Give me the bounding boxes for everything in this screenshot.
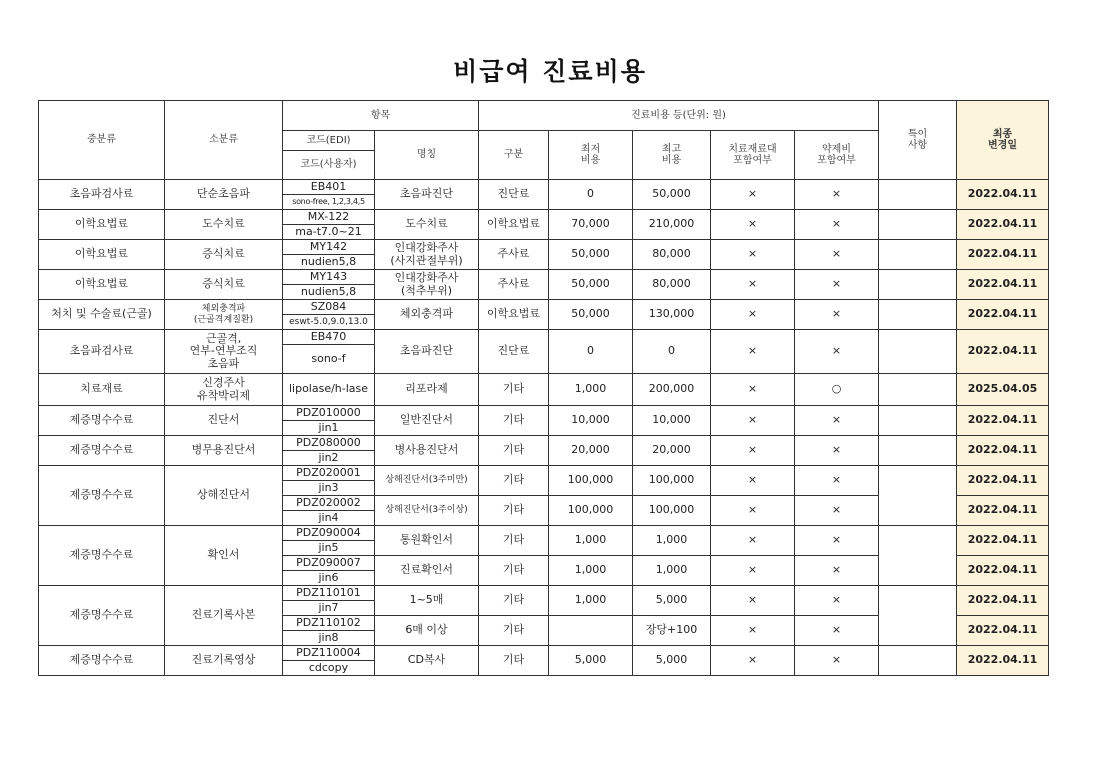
cell-name: 1~5매 [375, 586, 479, 616]
header-type: 구분 [479, 131, 549, 180]
cell-name: 인대강화주사 (사지관절부위) [375, 240, 479, 270]
cell-mid-category: 처치 및 수술료(근골) [39, 300, 165, 330]
cell-code-edi: PDZ010000 [283, 406, 375, 421]
cell-drug-included: × [795, 586, 879, 616]
cell-name: CD복사 [375, 646, 479, 676]
cell-type: 기타 [479, 374, 549, 406]
cell-mid-category: 제증명수수료 [39, 466, 165, 526]
cell-material-included: × [711, 526, 795, 556]
header-sub-category: 소분류 [165, 101, 283, 180]
cell-code-user: lipolase/h-lase [283, 374, 375, 406]
cell-name: 진료확인서 [375, 556, 479, 586]
cell-updated-date: 2022.04.11 [957, 300, 1049, 330]
cell-code-edi: PDZ020001 [283, 466, 375, 481]
cell-min-cost: 0 [549, 180, 633, 210]
cell-updated-date: 2022.04.11 [957, 616, 1049, 646]
cell-sub-category: 도수치료 [165, 210, 283, 240]
cell-min-cost: 70,000 [549, 210, 633, 240]
cell-max-cost: 5,000 [633, 586, 711, 616]
cell-note [879, 466, 957, 526]
cell-updated-date: 2022.04.11 [957, 436, 1049, 466]
cell-name: 상해진단서(3주미만) [375, 466, 479, 496]
cell-note [879, 270, 957, 300]
cell-drug-included: × [795, 180, 879, 210]
cell-type: 기타 [479, 406, 549, 436]
fee-table [38, 100, 1049, 676]
cell-updated-date: 2022.04.11 [957, 270, 1049, 300]
cell-type: 기타 [479, 526, 549, 556]
cell-code-user: jin2 [283, 451, 375, 466]
cell-max-cost: 장당+100 [633, 616, 711, 646]
cell-updated-date: 2022.04.11 [957, 240, 1049, 270]
cell-name: 도수치료 [375, 210, 479, 240]
cell-material-included: × [711, 374, 795, 406]
cell-drug-included: × [795, 436, 879, 466]
header-material-included: 치료재료대 포함여부 [711, 131, 795, 180]
cell-code-user: cdcopy [283, 661, 375, 676]
cell-code-edi: EB470 [283, 330, 375, 345]
cell-code-edi: PDZ110101 [283, 586, 375, 601]
cell-sub-category: 근골격, 연부-연부조직 초음파 [165, 330, 283, 374]
cell-max-cost: 20,000 [633, 436, 711, 466]
cell-max-cost: 50,000 [633, 180, 711, 210]
cell-name: 병사용진단서 [375, 436, 479, 466]
cell-name: 체외충격파 [375, 300, 479, 330]
cell-mid-category: 제증명수수료 [39, 646, 165, 676]
cell-drug-included: × [795, 300, 879, 330]
cell-code-user: nudien5,8 [283, 255, 375, 270]
cell-type: 기타 [479, 466, 549, 496]
cell-updated-date: 2022.04.11 [957, 466, 1049, 496]
cell-note [879, 330, 957, 374]
cell-note [879, 586, 957, 646]
cell-name: 일반진단서 [375, 406, 479, 436]
cell-type: 기타 [479, 556, 549, 586]
cell-max-cost: 10,000 [633, 406, 711, 436]
cell-updated-date: 2022.04.11 [957, 586, 1049, 616]
cell-type: 주사료 [479, 240, 549, 270]
cell-updated-date: 2025.04.05 [957, 374, 1049, 406]
cell-mid-category: 초음파검사료 [39, 180, 165, 210]
cell-type: 이학요법료 [479, 300, 549, 330]
cell-updated-date: 2022.04.11 [957, 646, 1049, 676]
cell-drug-included: ○ [795, 374, 879, 406]
cell-drug-included: × [795, 616, 879, 646]
cell-updated-date: 2022.04.11 [957, 210, 1049, 240]
cell-material-included: × [711, 646, 795, 676]
cell-mid-category: 이학요법료 [39, 210, 165, 240]
cell-code-user: jin1 [283, 421, 375, 436]
cell-max-cost: 100,000 [633, 496, 711, 526]
cell-mid-category: 이학요법료 [39, 270, 165, 300]
header-min-cost: 최저 비용 [549, 131, 633, 180]
cell-updated-date: 2022.04.11 [957, 556, 1049, 586]
cell-type: 주사료 [479, 270, 549, 300]
cell-material-included: × [711, 466, 795, 496]
cell-drug-included: × [795, 556, 879, 586]
cell-sub-category: 단순초음파 [165, 180, 283, 210]
cell-material-included: × [711, 180, 795, 210]
cell-code-edi: MY142 [283, 240, 375, 255]
cell-type: 진단료 [479, 330, 549, 374]
cell-drug-included: × [795, 496, 879, 526]
cell-material-included: × [711, 210, 795, 240]
cell-mid-category: 초음파검사료 [39, 330, 165, 374]
cell-min-cost: 1,000 [549, 556, 633, 586]
cell-max-cost: 100,000 [633, 466, 711, 496]
header-updated: 최종 변경일 [957, 101, 1049, 180]
cell-code-user: jin4 [283, 511, 375, 526]
cell-note [879, 526, 957, 586]
cell-code-user: ma-t7.0~21 [283, 225, 375, 240]
cell-note [879, 436, 957, 466]
cell-updated-date: 2022.04.11 [957, 330, 1049, 374]
cell-name: 인대강화주사 (척추부위) [375, 270, 479, 300]
cell-material-included: × [711, 496, 795, 526]
cell-name: 통원확인서 [375, 526, 479, 556]
cell-code-edi: PDZ090004 [283, 526, 375, 541]
cell-mid-category: 제증명수수료 [39, 586, 165, 646]
cell-mid-category: 제증명수수료 [39, 526, 165, 586]
cell-drug-included: × [795, 466, 879, 496]
cell-sub-category: 신경주사 유착박리제 [165, 374, 283, 406]
cell-material-included: × [711, 436, 795, 466]
cell-min-cost: 1,000 [549, 526, 633, 556]
cell-max-cost: 80,000 [633, 270, 711, 300]
cell-drug-included: × [795, 270, 879, 300]
cell-sub-category: 확인서 [165, 526, 283, 586]
cell-sub-category: 진단서 [165, 406, 283, 436]
cell-updated-date: 2022.04.11 [957, 180, 1049, 210]
header-drug-included: 약제비 포함여부 [795, 131, 879, 180]
header-mid-category: 중분류 [39, 101, 165, 180]
header-item: 항목 [283, 101, 479, 131]
cell-note [879, 646, 957, 676]
cell-code-edi: MY143 [283, 270, 375, 285]
cell-code-user: jin6 [283, 571, 375, 586]
cell-max-cost: 0 [633, 330, 711, 374]
cell-material-included: × [711, 406, 795, 436]
cell-code-edi: SZ084 [283, 300, 375, 315]
cell-note [879, 210, 957, 240]
cell-code-user: jin3 [283, 481, 375, 496]
cell-material-included: × [711, 240, 795, 270]
cell-min-cost: 0 [549, 330, 633, 374]
header-cost: 진료비용 등(단위: 원) [479, 101, 879, 131]
cell-sub-category: 체외충격파 (근골격계질환) [165, 300, 283, 330]
cell-sub-category: 증식치료 [165, 270, 283, 300]
cell-code-edi: EB401 [283, 180, 375, 195]
cell-drug-included: × [795, 406, 879, 436]
cell-material-included: × [711, 300, 795, 330]
cell-note [879, 240, 957, 270]
cell-min-cost: 20,000 [549, 436, 633, 466]
cell-material-included: × [711, 330, 795, 374]
cell-updated-date: 2022.04.11 [957, 406, 1049, 436]
cell-mid-category: 이학요법료 [39, 240, 165, 270]
cell-sub-category: 병무용진단서 [165, 436, 283, 466]
cell-code-edi: PDZ090007 [283, 556, 375, 571]
cell-mid-category: 제증명수수료 [39, 436, 165, 466]
cell-code-edi: MX-122 [283, 210, 375, 225]
cell-name: 초음파진단 [375, 180, 479, 210]
cell-min-cost: 5,000 [549, 646, 633, 676]
cell-mid-category: 치료재료 [39, 374, 165, 406]
cell-code-edi: PDZ020002 [283, 496, 375, 511]
cell-name: 초음파진단 [375, 330, 479, 374]
cell-max-cost: 200,000 [633, 374, 711, 406]
cell-note [879, 180, 957, 210]
cell-material-included: × [711, 616, 795, 646]
cell-code-user: eswt-5.0,9.0,13.0 [283, 315, 375, 330]
cell-max-cost: 1,000 [633, 526, 711, 556]
cell-note [879, 406, 957, 436]
cell-min-cost: 1,000 [549, 586, 633, 616]
cell-drug-included: × [795, 646, 879, 676]
cell-min-cost: 50,000 [549, 270, 633, 300]
cell-type: 기타 [479, 586, 549, 616]
cell-min-cost: 10,000 [549, 406, 633, 436]
cell-drug-included: × [795, 526, 879, 556]
cell-sub-category: 상해진단서 [165, 466, 283, 526]
cell-type: 기타 [479, 436, 549, 466]
cell-sub-category: 증식치료 [165, 240, 283, 270]
cell-type: 기타 [479, 616, 549, 646]
cell-note [879, 374, 957, 406]
cell-name: 상해진단서(3주이상) [375, 496, 479, 526]
cell-max-cost: 1,000 [633, 556, 711, 586]
cell-material-included: × [711, 586, 795, 616]
cell-note [879, 300, 957, 330]
cell-max-cost: 210,000 [633, 210, 711, 240]
cell-min-cost: 100,000 [549, 496, 633, 526]
header-note: 특이 사항 [879, 101, 957, 180]
cell-code-user: sono-free, 1,2,3,4,5 [283, 195, 375, 210]
cell-sub-category: 진료기록사본 [165, 586, 283, 646]
cell-code-edi: PDZ110102 [283, 616, 375, 631]
cell-mid-category: 제증명수수료 [39, 406, 165, 436]
cell-min-cost: 1,000 [549, 374, 633, 406]
cell-name: 6매 이상 [375, 616, 479, 646]
cell-type: 기타 [479, 646, 549, 676]
header-code-user: 코드(사용자) [283, 151, 375, 180]
cell-min-cost: 50,000 [549, 240, 633, 270]
cell-min-cost: 50,000 [549, 300, 633, 330]
cell-material-included: × [711, 270, 795, 300]
cell-type: 기타 [479, 496, 549, 526]
cell-code-edi: PDZ110004 [283, 646, 375, 661]
header-max-cost: 최고 비용 [633, 131, 711, 180]
cell-sub-category: 진료기록영상 [165, 646, 283, 676]
cell-material-included: × [711, 556, 795, 586]
cell-min-cost [549, 616, 633, 646]
cell-updated-date: 2022.04.11 [957, 496, 1049, 526]
cell-updated-date: 2022.04.11 [957, 526, 1049, 556]
cell-code-edi: PDZ080000 [283, 436, 375, 451]
cell-max-cost: 80,000 [633, 240, 711, 270]
cell-drug-included: × [795, 210, 879, 240]
header-name: 명칭 [375, 131, 479, 180]
cell-code-user: sono-f [283, 345, 375, 374]
cell-max-cost: 5,000 [633, 646, 711, 676]
cell-type: 이학요법료 [479, 210, 549, 240]
cell-type: 진단료 [479, 180, 549, 210]
cell-name: 리포라제 [375, 374, 479, 406]
header-code-edi: 코드(EDI) [283, 131, 375, 151]
cell-code-user: jin5 [283, 541, 375, 556]
page-title: 비급여 진료비용 [453, 57, 647, 86]
cell-drug-included: × [795, 330, 879, 374]
cell-code-user: jin7 [283, 601, 375, 616]
cell-code-user: nudien5,8 [283, 285, 375, 300]
cell-code-user: jin8 [283, 631, 375, 646]
cell-min-cost: 100,000 [549, 466, 633, 496]
cell-max-cost: 130,000 [633, 300, 711, 330]
cell-drug-included: × [795, 240, 879, 270]
